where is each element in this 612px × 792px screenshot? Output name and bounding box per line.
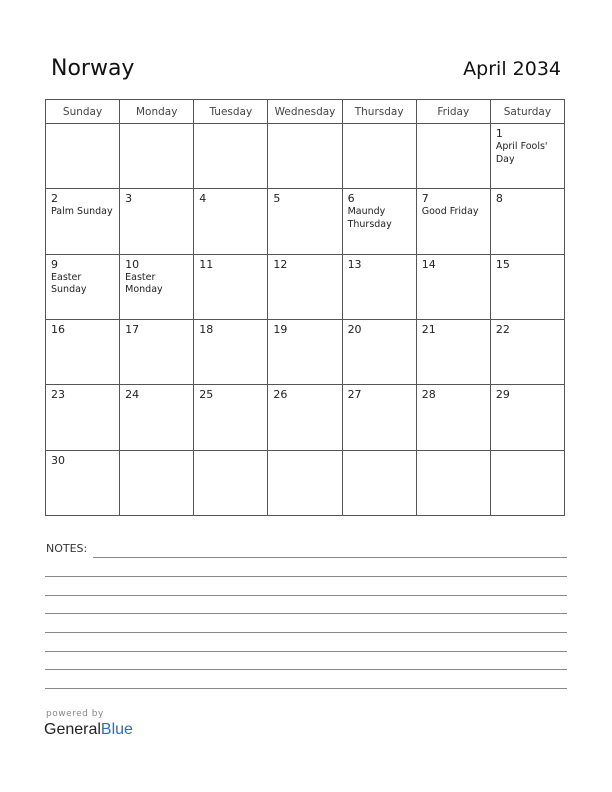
day-number: 21: [421, 322, 436, 336]
empty-day-cell: [268, 450, 342, 515]
week-row: [46, 254, 565, 319]
day-number: 16: [51, 322, 65, 336]
day-cell: [268, 385, 342, 450]
day-cell: [194, 254, 268, 319]
day-number: 26: [273, 388, 288, 402]
notes-line: [93, 557, 567, 558]
holiday-label: Palm Sunday: [51, 206, 113, 218]
notes-line: [45, 632, 567, 633]
day-number: 4: [199, 192, 207, 206]
notes-line: [45, 688, 567, 689]
day-cell: [120, 319, 194, 384]
day-number: 23: [51, 388, 65, 402]
day-cell: [416, 189, 490, 254]
day-cell: [416, 319, 490, 384]
holiday-label: April Fools' Day: [495, 141, 548, 165]
notes-line: [45, 651, 567, 652]
day-cell: [120, 189, 194, 254]
notes-line: [45, 595, 567, 596]
day-cell: [46, 319, 120, 384]
powered-by-text: powered by: [46, 709, 104, 719]
holiday-label: Maundy Thursday: [347, 206, 392, 230]
day-number: 25: [199, 388, 214, 402]
day-number: 27: [347, 388, 362, 402]
empty-day-cell: [120, 450, 194, 515]
weekday-header-sunday: Sunday: [46, 100, 120, 124]
day-number: 11: [199, 257, 214, 271]
weekday-header-friday: Friday: [416, 100, 490, 124]
day-number: 10: [125, 257, 140, 271]
day-cell: [194, 385, 268, 450]
day-number: 20: [347, 322, 362, 336]
day-number: 29: [495, 388, 510, 402]
empty-day-cell: [416, 124, 490, 189]
notes-line: [45, 576, 567, 577]
weekday-header-tuesday: Tuesday: [194, 100, 268, 124]
empty-day-cell: [194, 450, 268, 515]
calendar-month-title: April 2034: [463, 58, 561, 80]
weekday-header-saturday: Saturday: [490, 100, 564, 124]
day-number: 9: [51, 257, 58, 271]
day-cell: [194, 189, 268, 254]
day-number: 7: [421, 192, 429, 206]
day-cell: [46, 254, 120, 319]
week-row: [46, 319, 565, 384]
generalblue-logo: [44, 721, 133, 739]
weekday-header-monday: Monday: [120, 100, 194, 124]
logo-text-blue: Blue: [100, 721, 133, 738]
day-number: 8: [495, 192, 503, 206]
empty-day-cell: [342, 450, 416, 515]
day-cell: [490, 189, 564, 254]
day-number: 22: [495, 322, 510, 336]
day-cell: [120, 385, 194, 450]
empty-day-cell: [120, 124, 194, 189]
day-number: 19: [273, 322, 288, 336]
weekday-header-row: [46, 100, 565, 124]
week-row: [46, 124, 565, 189]
weekday-header-wednesday: Wednesday: [268, 100, 342, 124]
day-number: 17: [125, 322, 140, 336]
empty-day-cell: [490, 450, 564, 515]
day-number: 14: [421, 257, 436, 271]
empty-day-cell: [416, 450, 490, 515]
day-cell: [194, 319, 268, 384]
day-number: 18: [199, 322, 214, 336]
logo-text-general: General: [44, 721, 101, 738]
day-cell: [342, 189, 416, 254]
empty-day-cell: [46, 124, 120, 189]
day-cell: [416, 254, 490, 319]
day-cell: [268, 189, 342, 254]
day-number: 24: [125, 388, 140, 402]
day-cell: [46, 189, 120, 254]
day-cell: [46, 450, 120, 515]
day-cell: [342, 385, 416, 450]
day-cell: [268, 319, 342, 384]
day-number: 15: [495, 257, 510, 271]
day-cell: [342, 254, 416, 319]
day-number: 12: [273, 257, 288, 271]
day-cell: [490, 385, 564, 450]
holiday-label: Easter Monday: [125, 271, 163, 296]
calendar-grid: [45, 99, 565, 516]
calendar-country-title: Norway: [51, 56, 135, 81]
day-cell: [490, 319, 564, 384]
week-row: [46, 450, 565, 515]
empty-day-cell: [194, 124, 268, 189]
day-number: 6: [347, 192, 355, 206]
empty-day-cell: [342, 124, 416, 189]
day-cell: [46, 385, 120, 450]
day-cell: [268, 254, 342, 319]
notes-label: NOTES:: [46, 542, 88, 555]
day-number: 2: [51, 192, 58, 206]
day-cell: [490, 124, 564, 189]
notes-line: [45, 613, 567, 614]
notes-line: [45, 669, 567, 670]
day-number: 13: [347, 257, 362, 271]
week-row: [46, 385, 565, 450]
day-cell: [342, 319, 416, 384]
weekday-header-thursday: Thursday: [342, 100, 416, 124]
day-number: 28: [421, 388, 436, 402]
holiday-label: Easter Sunday: [51, 271, 87, 296]
day-number: 5: [273, 192, 281, 206]
day-number: 3: [125, 192, 133, 206]
holiday-label: Good Friday: [421, 206, 479, 218]
day-number: 1: [495, 127, 503, 140]
empty-day-cell: [268, 124, 342, 189]
week-row: [46, 189, 565, 254]
day-cell: [416, 385, 490, 450]
day-cell: [120, 254, 194, 319]
day-number: 30: [51, 453, 65, 467]
day-cell: [490, 254, 564, 319]
